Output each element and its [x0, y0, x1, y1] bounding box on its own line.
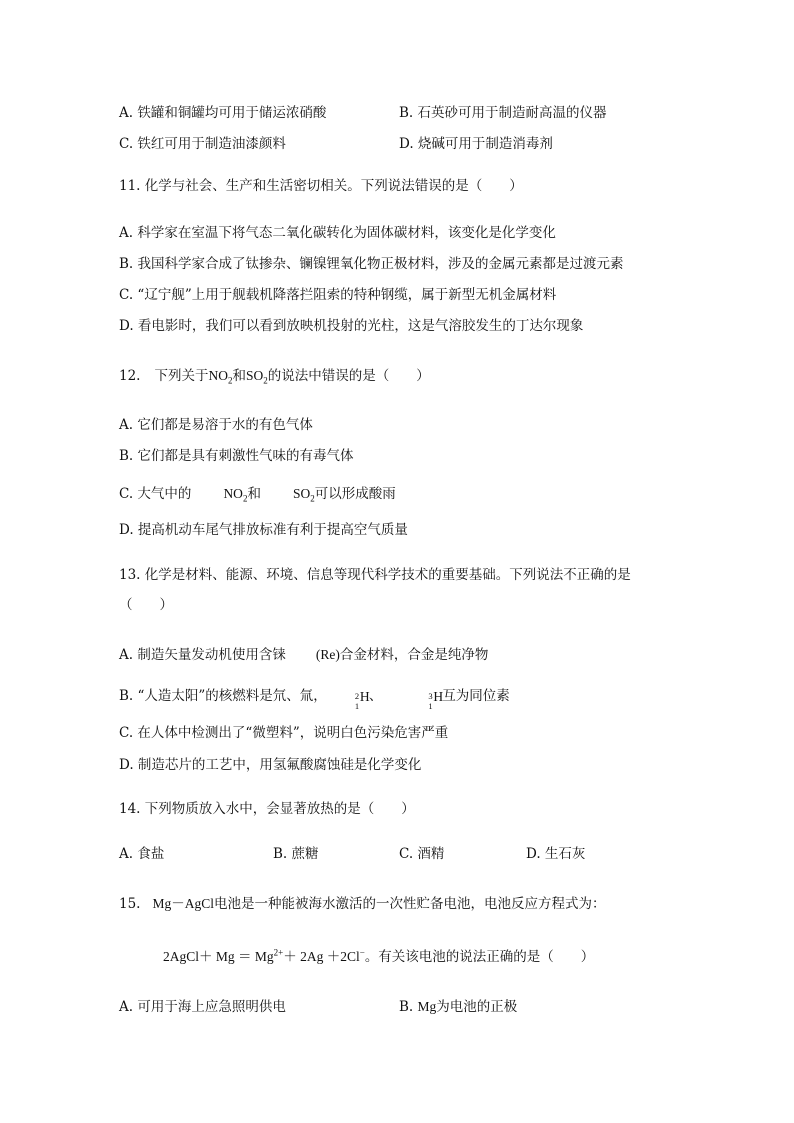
q15-stem: 15. Mg－AgCl电池是一种能被海水激活的一次性贮备电池，电池反应方程式为： [119, 896, 606, 912]
q12-stem: 12. 下列关于$NO_2$和$SO_2$的说法中错误的是（ ） [119, 368, 430, 386]
q11-stem: 11. 化学与社会、生产和生活密切相关。下列说法错误的是（ ） [119, 178, 523, 194]
nuclide-tritium: 3 1 H [428, 688, 444, 711]
q14-option-d: D. 生石灰 [526, 846, 586, 862]
q10-option-c: C. 铁红可用于制造油漆颜料 [119, 136, 286, 152]
q11-option-c: C. “辽宁舰”上用于舰载机降落拦阻索的特种钢缆，属于新型无机金属材料 [119, 287, 557, 303]
q13-stem-continued: （ ） [119, 597, 173, 613]
q13-option-d: D. 制造芯片的工艺中，用氢氟酸腐蚀硅是化学变化 [119, 757, 422, 773]
q13-stem: 13. 化学是材料、能源、环境、信息等现代科学技术的重要基础。下列说法不正确的是 [119, 567, 631, 583]
q12-option-a: A. 它们都是易溶于水的有色气体 [119, 417, 313, 433]
q13-option-c: C. 在人体中检测出了“微塑料”，说明白色污染危害严重 [119, 725, 449, 741]
q10-option-b: B. 石英砂可用于制造耐高温的仪器 [399, 105, 607, 121]
nuclide-deuterium: 2 1 H [354, 688, 370, 711]
q11-option-b: B. 我国科学家合成了钛掺杂、镧镍锂氧化物正极材料，涉及的金属元素都是过渡元素 [119, 256, 624, 272]
q14-option-a: A. 食盐 [119, 846, 165, 862]
q12-option-d: D. 提高机动车尾气排放标准有利于提高空气质量 [119, 522, 408, 538]
formula-so2: $SO_2$ [292, 486, 315, 504]
q13-option-b: B. “人造太阳”的核燃料是氘、氚， 2 1 H 、 3 1 H 互为同位素 [119, 688, 510, 711]
q10-option-a: A. 铁罐和铜罐均可用于储运浓硝酸 [119, 105, 327, 121]
q14-option-c: C. 酒精 [399, 846, 445, 862]
q10-option-d: D. 烧碱可用于制造消毒剂 [399, 136, 553, 152]
formula-mg-agcl: Mg－AgCl [152, 896, 214, 911]
q15-option-a: A. 可用于海上应急照明供电 [119, 999, 286, 1015]
q11-option-a: A. 科学家在室温下将气态二氧化碳转化为固体碳材料，该变化是化学变化 [119, 225, 556, 241]
q15-number: 15. [119, 896, 141, 912]
q11-option-d: D. 看电影时，我们可以看到放映机投射的光柱，这是气溶胶发生的丁达尔现象 [119, 318, 584, 334]
q15-equation: 2AgCl＋ $Mg = Mg^{2+}+ 2Ag +2Cl^-$。有关该电池的说法正确的是（ ） [163, 947, 595, 965]
q15-option-b: B. Mg为电池的正极 [399, 999, 518, 1015]
formula-no2: $NO_2$ [223, 486, 248, 504]
q14-option-b: B. 蔗糖 [273, 846, 319, 862]
q13-option-a: A. 制造矢量发动机使用含铼 (Re)合金材料，合金是纯净物 [119, 647, 489, 663]
formula-no2: $NO_2$ [208, 368, 233, 386]
q12-number: 12. [119, 368, 141, 384]
formula-so2: $SO_2$ [245, 368, 268, 386]
q12-option-b: B. 它们都是具有刺激性气味的有毒气体 [119, 448, 354, 464]
q12-option-c: C. 大气中的 $NO_2$和 $SO_2$可以形成酸雨 [119, 486, 396, 504]
q14-stem: 14. 下列物质放入水中，会显著放热的是（ ） [119, 801, 415, 817]
